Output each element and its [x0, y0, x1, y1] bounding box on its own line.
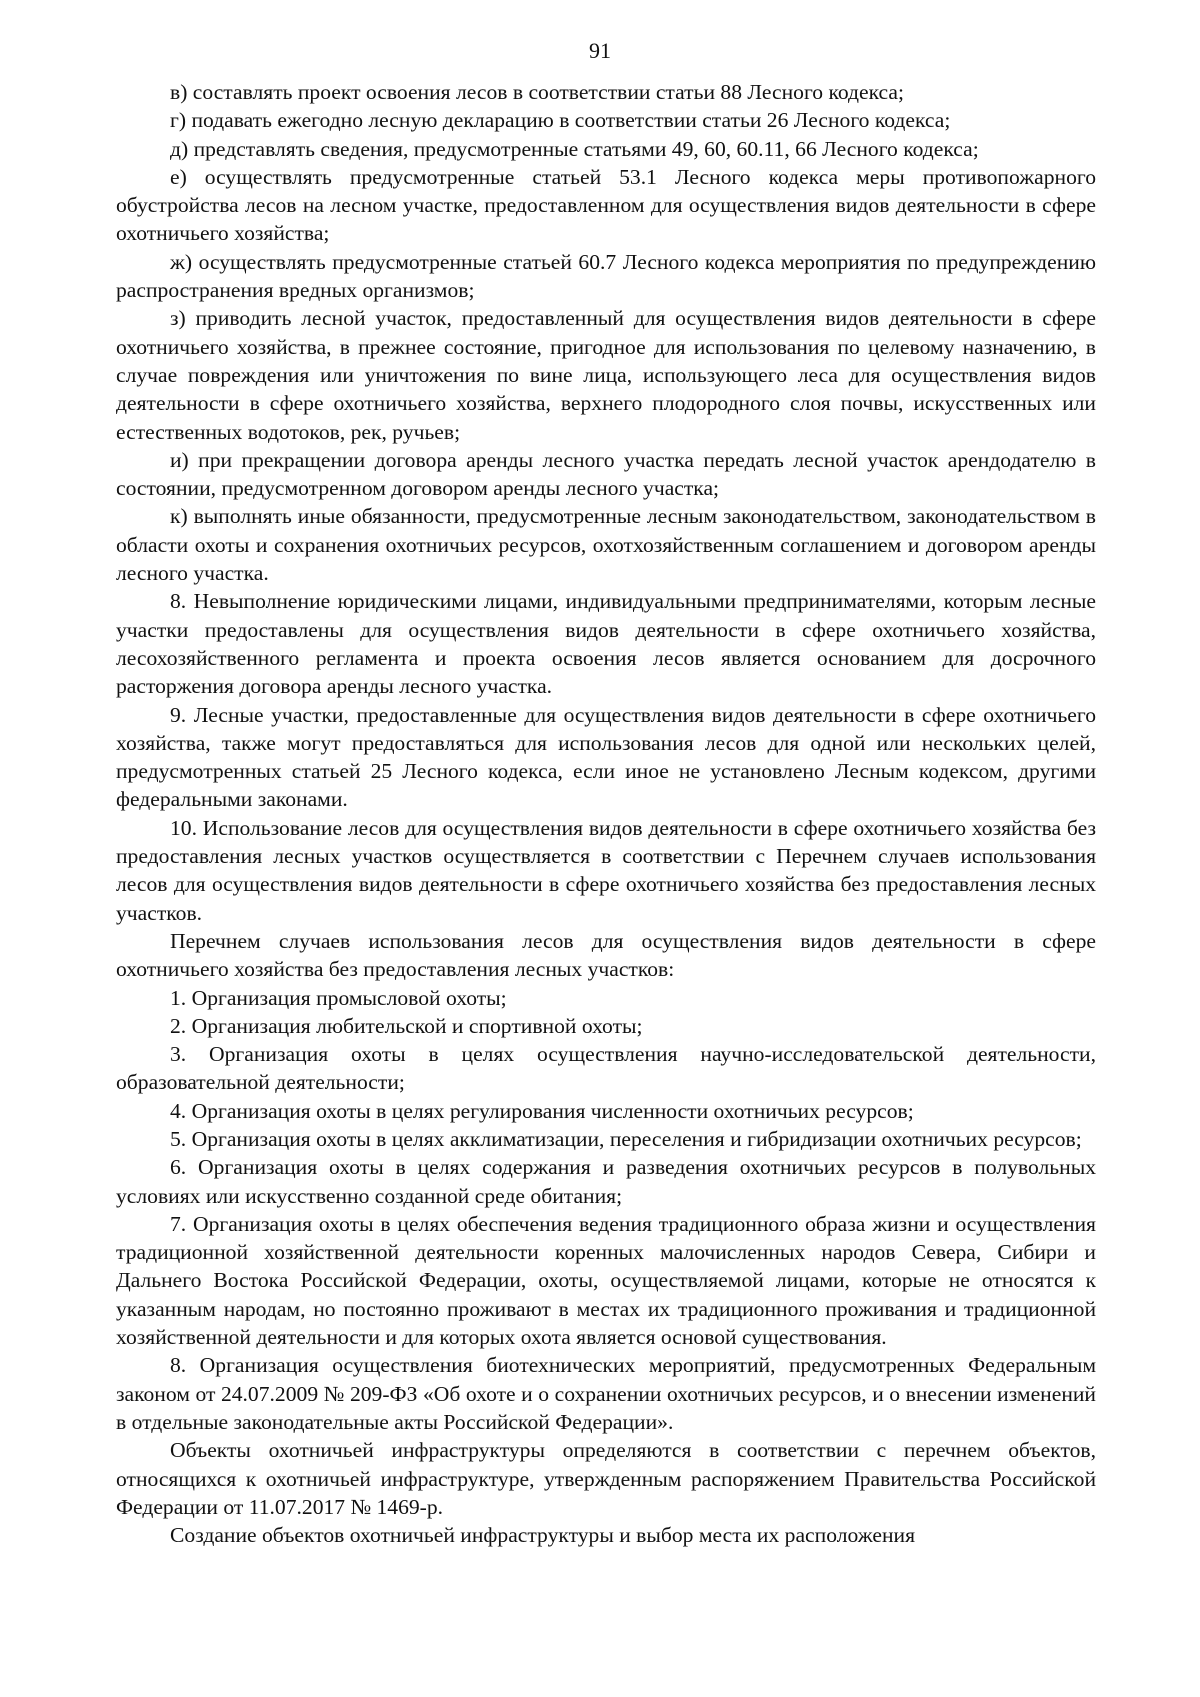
list-item: 5. Организация охоты в целях акклиматизации, переселения и гибридизации охотничьих ресурсов; — [170, 1126, 1082, 1151]
list-item: 4. Организация охоты в целях регулирования численности охотничьих ресурсов; — [170, 1098, 914, 1123]
list-item: 3. Организация охоты в целях осуществления научно-исследовательской деятельности, образовательной деятельности; — [116, 1042, 1096, 1095]
paragraph: Перечнем случаев использования лесов для осуществления видов деятельности в сфере охотничьего хозяйства без предоставления лесных участков: — [116, 928, 1096, 982]
paragraph: 9. Лесные участки, предоставленные для осуществления видов деятельности в сфере охотничьего хозяйства, также могут предоставляться для использования лесов для одной или нескольких целей, предусмотренных статьей 25 Лесного кодекса, если иное не установлено Лесным кодексом, другими федеральными законами. — [116, 702, 1096, 812]
paragraph: Объекты охотничьей инфраструктуры определяются в соответствии с перечнем объектов, относящихся к охотничьей инфраструктуре, утвержденным распоряжением Правительства Российской Федерации от 11.07.2017 № 1469-р. — [116, 1438, 1096, 1519]
paragraph: 10. Использование лесов для осуществления видов деятельности в сфере охотничьего хозяйства без предоставления лесных участков осуществляется в соответствии с Перечнем случаев использования лесов для осуществления видов деятельности в сфере охотничьего хозяйства без предоставления лесных участков. — [116, 815, 1096, 925]
list-item: 8. Организация осуществления биотехнических мероприятий, предусмотренных Федеральным законом от 24.07.2009 № 209-ФЗ «Об охоте и о сохранении охотничьих ресурсов, и о внесении изменений в отдельные законодательные акты Российской Федерации». — [116, 1353, 1096, 1434]
paragraph: д) представлять сведения, предусмотренные статьями 49, 60, 60.11, 66 Лесного кодекса; — [170, 136, 979, 161]
paragraph: к) выполнять иные обязанности, предусмотренные лесным законодательством, законодательством в области охоты и сохранения охотничьих ресурсов, охотхозяйственным соглашением и договором аренды лесного участка. — [116, 504, 1096, 586]
list-item: 6. Организация охоты в целях содержания и разведения охотничьих ресурсов в полувольных условиях или искусственно созданной среде обитания; — [116, 1155, 1096, 1208]
paragraph: з) приводить лесной участок, предоставленный для осуществления видов деятельности в сфере охотничьего хозяйства, в прежнее состояние, пригодное для использования по целевому назначению, в случае повреждения или уничтожения по вине лица, использующего леса для осуществления видов деятельности в сфере охотничьего хозяйства, верхнего плодородного слоя почвы, искусственных или естественных водотоков, рек, ручьев; — [116, 306, 1096, 444]
list-item: 1. Организация промысловой охоты; — [170, 985, 507, 1010]
paragraph: Создание объектов охотничьей инфраструктуры и выбор места их расположения — [170, 1523, 916, 1548]
paragraph: е) осуществлять предусмотренные статьей 53.1 Лесного кодекса меры противопожарного обустройства лесов на лесном участке, предоставленном для осуществления видов деятельности в сфере охотничьего хозяйства; — [116, 164, 1096, 246]
list-item: 7. Организация охоты в целях обеспечения ведения традиционного образа жизни и осуществления традиционной хозяйственной деятельности коренных малочисленных народов Севера, Сибири и Дальнего Востока Российской Федерации, охоты, осуществляемой лицами, которые не относятся к указанным народам, но постоянно проживают в местах их традиционного проживания и традиционной хозяйственной деятельности и для которых охота является основой существования. — [116, 1211, 1096, 1350]
paragraph: ж) осуществлять предусмотренные статьей 60.7 Лесного кодекса мероприятия по предупреждению распространения вредных организмов; — [116, 249, 1096, 303]
paragraph: и) при прекращении договора аренды лесного участка передать лесной участок арендодателю в состоянии, предусмотренном договором аренды лесного участка; — [116, 447, 1096, 501]
list-item: 2. Организация любительской и спортивной охоты; — [170, 1013, 643, 1038]
paragraph: в) составлять проект освоения лесов в соответствии статьи 88 Лесного кодекса; — [170, 80, 904, 104]
paragraph: 8. Невыполнение юридическими лицами, индивидуальными предпринимателями, которым лесные участки предоставлены для осуществления видов деятельности в сфере охотничьего хозяйства, лесохозяйственного регламента и проекта освоения лесов является основанием для досрочного расторжения договора аренды лесного участка. — [116, 589, 1096, 699]
paragraph: г) подавать ежегодно лесную декларацию в соответствии статьи 26 Лесного кодекса; — [170, 108, 951, 133]
page-number: 91 — [589, 38, 611, 63]
document-body — [116, 78, 1096, 1549]
